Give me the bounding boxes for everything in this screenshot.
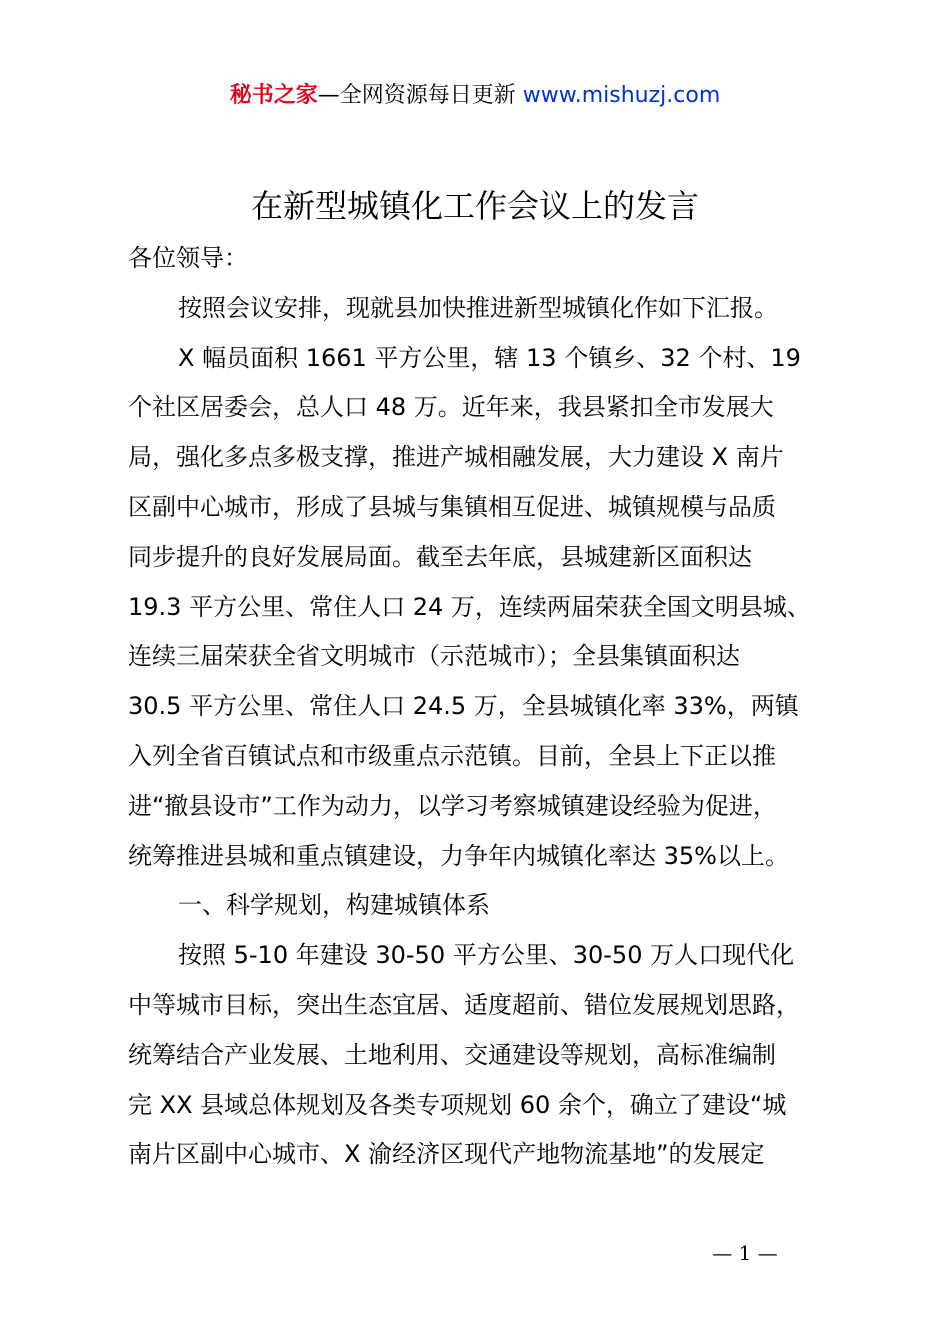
paragraph-line: 区副中心城市，形成了县城与集镇相互促进、城镇规模与品质 bbox=[128, 492, 776, 521]
paragraph-line: 完 XX 县域总体规划及各类专项规划 60 余个，确立了建设“城 bbox=[128, 1090, 787, 1119]
paragraph-line: 连续三届荣获全省文明城市（示范城市）；全县集镇面积达 bbox=[128, 642, 740, 671]
site-brand: 秘书之家 bbox=[229, 83, 318, 108]
paragraph-line: 入列全省百镇试点和市级重点示范镇。目前，全县上下正以推 bbox=[128, 741, 776, 770]
paragraph-line: 中等城市目标，突出生态宜居、适度超前、错位发展规划思路， bbox=[128, 990, 800, 1019]
site-header bbox=[0, 80, 950, 112]
document-body bbox=[128, 234, 848, 1180]
paragraph-line: X 幅员面积 1661 平方公里，辖 13 个镇乡、32 个村、19 bbox=[178, 343, 801, 372]
site-url-link[interactable]: www.mishuzj.com bbox=[522, 83, 721, 108]
paragraph-line: 统筹结合产业发展、土地利用、交通建设等规划，高标准编制 bbox=[128, 1040, 776, 1069]
section-heading: 一、科学规划，构建城镇体系 bbox=[178, 891, 490, 920]
site-tagline: —全网资源每日更新 bbox=[317, 83, 523, 108]
paragraph-line: 统筹推进县城和重点镇建设，力争年内城镇化率达 35%以上。 bbox=[128, 841, 789, 870]
paragraph-line: 局，强化多点多极支撑，推进产城相融发展，大力建设 X 南片 bbox=[128, 443, 784, 472]
paragraph-line: 30.5 平方公里、常住人口 24.5 万，全县城镇化率 33%，两镇 bbox=[128, 692, 799, 721]
document-title: 在新型城镇化工作会议上的发言 bbox=[250, 187, 699, 225]
salutation: 各位领导： bbox=[128, 244, 248, 272]
paragraph-line: 进“撤县设市”工作为动力，以学习考察城镇建设经验为促进， bbox=[128, 791, 777, 820]
page-number: — 1 — bbox=[712, 1241, 778, 1265]
paragraph-line: 19.3 平方公里、常住人口 24 万，连续两届荣获全国文明县城、 bbox=[128, 592, 811, 621]
paragraph-line: 按照 5-10 年建设 30-50 平方公里、30-50 万人口现代化 bbox=[178, 941, 795, 970]
paragraph-line: 按照会议安排，现就县加快推进新型城镇化作如下汇报。 bbox=[178, 293, 778, 322]
paragraph-line: 南片区副中心城市、X 渝经济区现代产地物流基地”的发展定 bbox=[128, 1140, 765, 1169]
paragraph-line: 个社区居委会，总人口 48 万。近年来，我县紧扣全市发展大 bbox=[128, 393, 774, 422]
paragraph-line: 同步提升的良好发展局面。截至去年底，县城建新区面积达 bbox=[128, 542, 752, 571]
